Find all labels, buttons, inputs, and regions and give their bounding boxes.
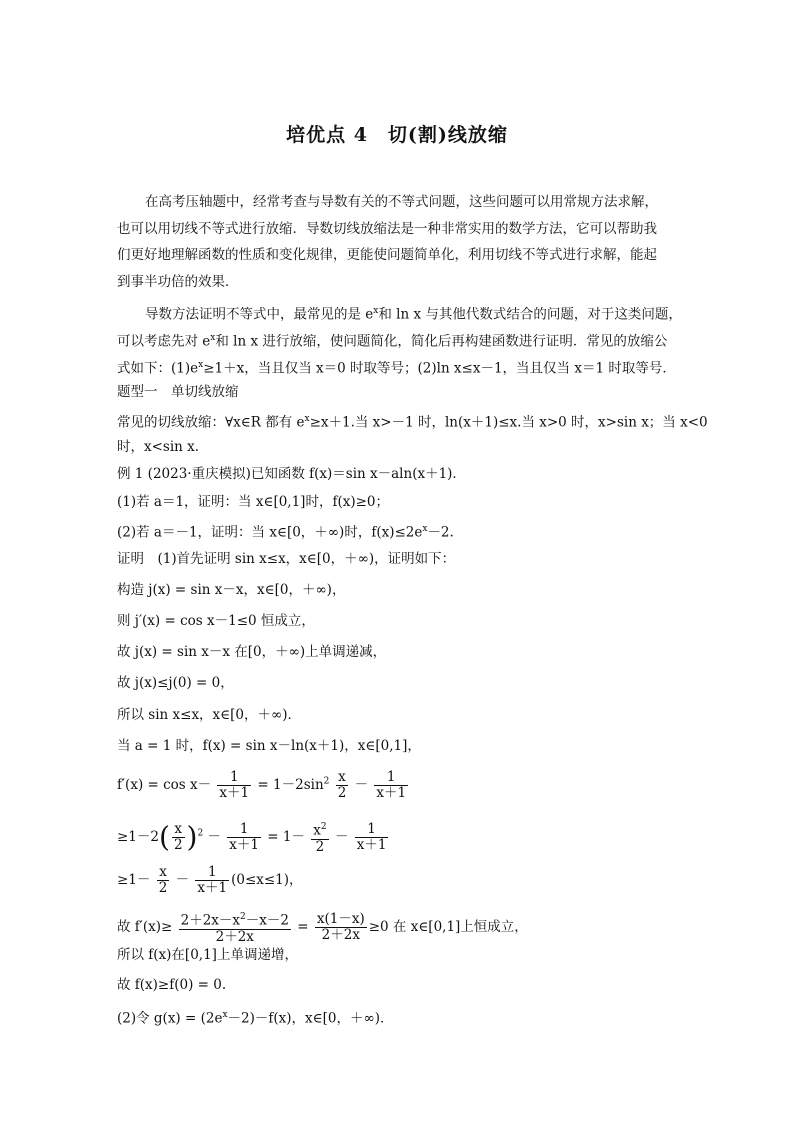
proof-line-1: 证明 (1)首先证明 sin x≤x，x∈[0，＋∞)，证明如下：: [117, 551, 456, 567]
fraction: $\frac{x}{2}$: [158, 864, 168, 896]
tail-line-2: 故 f(x)≥f(0) = 0.: [117, 977, 227, 993]
intro-line-5: 导数方法证明不等式中，最常见的是 $e^x$和 ln x 与其他代数式结合的问题，对于这类问题，: [145, 306, 682, 323]
fraction: $\frac{1}{x+1}$: [219, 769, 250, 801]
fraction: $\frac{1}{x+1}$: [376, 769, 407, 801]
common-bound-line-1: 常见的切线放缩：∀x∈R 都有 $e^x\ge x+1$.当 x>－1 时，ln(x＋1)≤x.当 x>0 时，x>sin x；当 x<0: [117, 414, 708, 431]
proof-line-5: 故 j(x)≤j(0) = 0，: [117, 675, 234, 691]
inequality-line-2: ≥1－ $\frac{x}{2}$ － $\frac{1}{x+1}$ (0≤x≤1)，: [117, 864, 303, 896]
common-bound-line-2: 时，x<sin x.: [117, 439, 200, 455]
tail-line-1: 所以 f(x)在[0,1]上单调递增，: [117, 947, 298, 963]
hence-line: 故 f′(x)≥ $\frac{2+2x-x^2-x-2}{2+2x}$ = $\frac{x(1-x)}{2+2x}$ ≥0 在 x∈[0,1]上恒成立，: [117, 910, 528, 945]
fraction: $\frac{x^2}{2}$: [313, 822, 327, 855]
left-paren: (: [159, 820, 170, 854]
intro-line-2: 也可以用切线不等式进行放缩．导数切线放缩法是一种非常实用的数学方法，它可以帮助我: [117, 221, 657, 237]
fraction: $\frac{1}{x+1}$: [229, 820, 259, 853]
fraction: $\frac{1}{x+1}$: [356, 820, 387, 853]
intro-line-1: 在高考压轴题中，经常考查与导数有关的不等式问题，这些问题可以用常规方法求解，: [145, 194, 658, 210]
proof-line-2: 构造 j(x) = sin x－x，x∈[0，＋∞)，: [117, 582, 346, 598]
fraction: $\frac{x}{2}$: [337, 769, 347, 801]
intro-line-6: 可以考虑先对 $e^x$和 ln x 进行放缩，使问题简化，简化后再构建函数进行证明．常见的放缩公: [117, 333, 668, 350]
intro-line-7: 式如下：$(1)e^x\ge 1+x$，当且仅当 x＝0 时取等号；(2)ln x≤x－1，当且仅当 x＝1 时取等号．: [117, 360, 676, 377]
fraction: $\frac{x(1-x)}{2+2x}$: [316, 910, 365, 943]
derivative-line: f′(x) = cos x－ $\frac{1}{x+1}$ = $1-2\sin^2$ $\frac{x}{2}$ － $\frac{1}{x+1}$: [117, 769, 407, 801]
fraction: $\frac{1}{x+1}$: [197, 864, 228, 896]
right-paren: ): [186, 820, 198, 854]
intro-line-4: 到事半功倍的效果．: [117, 274, 239, 290]
example-title: 例 1 (2023·重庆模拟)已知函数 f(x)＝sin x－aln(x＋1)．: [117, 466, 466, 482]
inequality-line-1: ≥1－2( $\frac{x}{2}$ )$^2$ － $\frac{1}{x+1}$ = 1－ $\frac{x^2}{2}$ － $\frac{1}{x+1}$: [117, 820, 387, 855]
fraction: $\frac{x}{2}$: [173, 820, 183, 853]
page-title: 培优点 4 切(割)线放缩: [286, 124, 508, 146]
proof-line-4: 故 j(x) = sin x－x 在[0，＋∞)上单调递减，: [117, 644, 387, 660]
proof-line-3: 则 j′(x) = cos x－1≤0 恒成立，: [117, 613, 315, 629]
tail-line-3: (2)令 $g(x) = (2e^x-2)-f(x)$，x∈[0，＋∞)．: [117, 1010, 394, 1027]
intro-line-3: 们更好地理解函数的性质和变化规律，更能使问题简单化，利用切线不等式进行求解，能起: [117, 247, 657, 263]
question-1: (1)若 a＝1，证明：当 x∈[0,1]时，f(x)≥0；: [117, 494, 389, 510]
question-2: (2)若 a＝－1，证明：当 x∈[0，＋∞)时，$f(x)\le 2e^x-2$.: [117, 524, 454, 541]
proof-line-7: 当 a = 1 时，f(x) = sin x－ln(x＋1)，x∈[0,1]，: [117, 738, 421, 754]
proof-line-6: 所以 sin x≤x，x∈[0，＋∞)．: [117, 707, 302, 723]
fraction: $\frac{2+2x-x^2-x-2}{2+2x}$: [180, 912, 289, 945]
section-heading: 题型一 单切线放缩: [117, 384, 239, 400]
